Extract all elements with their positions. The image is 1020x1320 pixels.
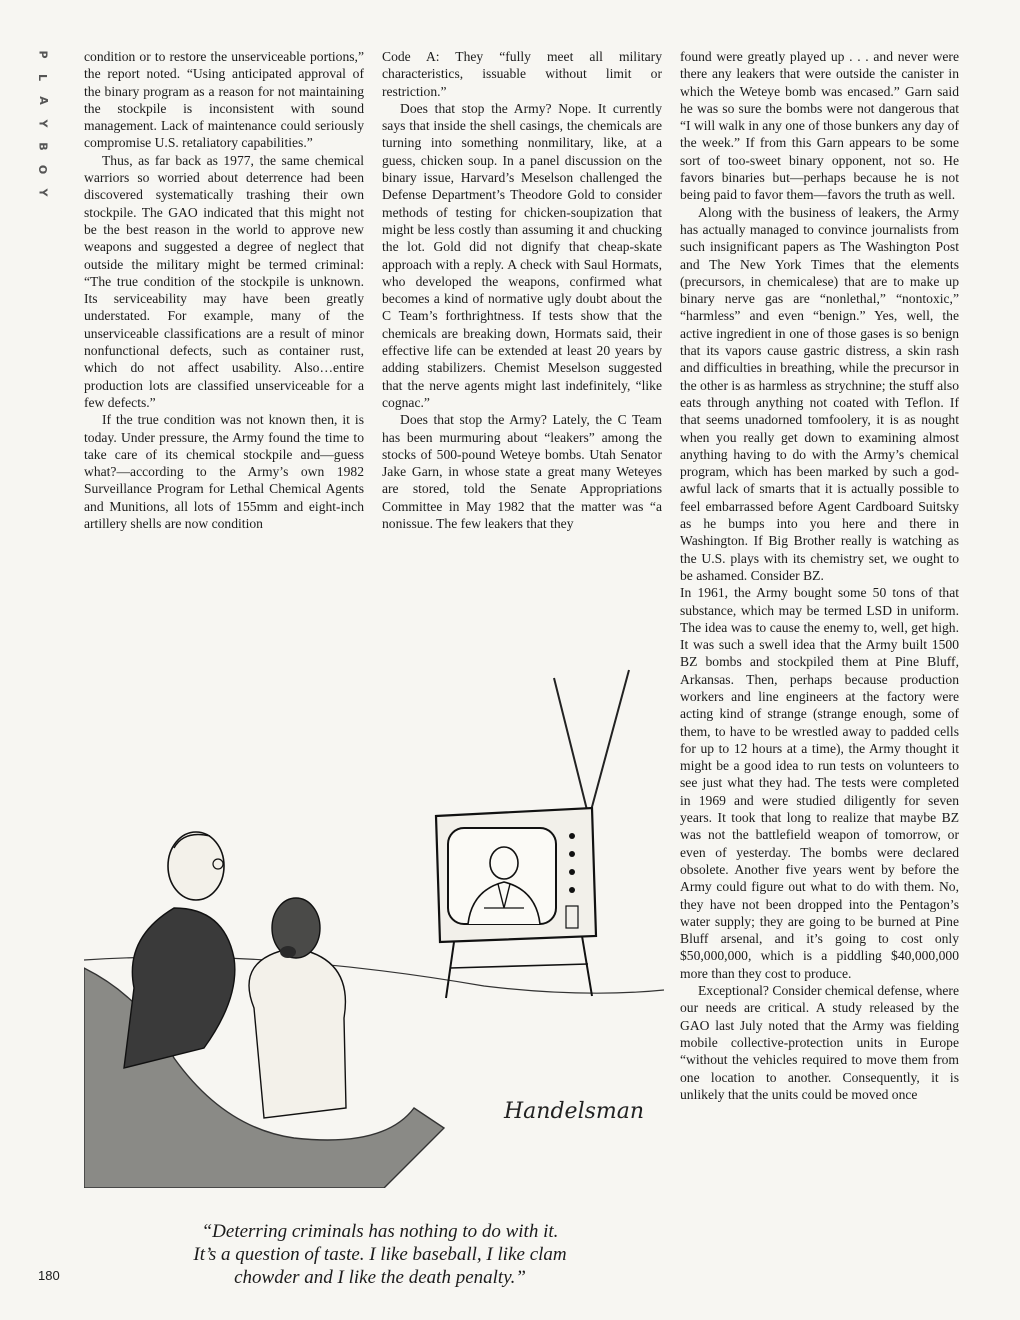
paragraph: Code A: They “fully meet all military characteristics, issuable without limit or restriction.”	[382, 49, 662, 99]
logo-letter: L	[36, 73, 50, 82]
cartoonist-signature: Handelsman	[504, 1099, 645, 1124]
cartoon-caption	[130, 1220, 630, 1289]
caption-line: It’s a question of taste. I like baseball, I like clam	[193, 1244, 567, 1265]
paragraph: Exceptional? Consider chemical defense, where our needs are critical. A study released by the GAO last July noted that the Army was fielding mobile collective-protection units in Europe “without the vehicles required to move them from one location to another. Consequently, it is unlikely that the units could be moved once	[680, 983, 959, 1102]
paragraph: In 1961, the Army bought some 50 tons of that substance, which may be termed LSD in uniform. The idea was to cause the enemy to, well, get high. It was such a swell idea that the Army built 1500 BZ bombs and stockpiled them at Pine Bluff, Arkansas. Then, perhaps because production workers and line engineers at the factory were acting kind of strange (strange enough, some of them, to have to be wrestled away to padded cells for up to 12 hours at a time), the Army thought it might be a good idea to run tests on volunteers to see just what they had. The tests were completed in 1969 and were studied diligently for seven years. It took that long to realize that maybe BZ was not the battlefield weapon of tomorrow, or even of yesterday. The bombs were declared obsolete. Another five years went by before the Army could figure out what to do with them. No, they have not been dropped into the Pentagon’s water supply; they are going to be burned at Pine Bluff arsenal, and it’s going to cost only $50,000,000, which is a piddling $40,000,000 more than they cost to produce.	[680, 585, 959, 981]
logo-letter: A	[36, 96, 50, 105]
text-column-3-top	[680, 48, 959, 584]
cartoon-drawing	[84, 668, 664, 1188]
paragraph: If the true condition was not known then, it is today. Under pressure, the Army found the time to take care of its chemical stockpile and—guess what?—according to the Army’s own 1982 Surveillance Program for Lethal Chemical Agents and Munitions, all lots of 155mm and eight-inch artillery shells are now condition	[84, 412, 364, 532]
paragraph: found were greatly played up . . . and never were there any leakers that were outside the canister in which the Weteye bomb was encased.” Garn said he was so sure the bombs were not dangerous that “I will walk in any one of those bunkers any day of the week.” If from this Garn appears to be some sort of too-sweet binary opponent, not so. He favors binaries but—perhaps because he is not being paid to favor them—favors the truth as well.	[680, 49, 959, 203]
caption-line: “Deterring criminals has nothing to do with it.	[201, 1221, 559, 1242]
logo-letter: Y	[36, 119, 50, 128]
paragraph: Does that stop the Army? Nope. It currently says that inside the shell casings, the chemicals are turning into something nonmilitary, like, at a guess, chicken soup. In a panel discussion on the binary issue, Harvard’s Meselson challenged the Defense Department’s Theodore Gold to consider methods of testing for chicken-soupization that might be less costly than assuming it and chucking the lot. Gold did not dignify that cheap-skate approach with a reply. A check with Saul Hormats, who developed the weapons, confirmed what becomes a kind of normative ugly doubt about the C Team’s forthrightness. If tests show that the chemicals are breaking down, Hormats said, their effective life can be extended at least 20 years by adding stabilizers. Chemist Meselson suggested that the nerve agents might last indefinitely, “like cognac.”	[382, 100, 662, 410]
paragraph: Along with the business of leakers, the Army has actually managed to convince journalists from such insignificant papers as The Washington Post and The New York Times that the elements (precursors, in chemicalese) that are to make up binary nerve gas are “nonlethal,” “nontoxic,” “harmless” and even “benign.” Yes, well, the active ingredient in one of those gases is so benign that its vapors cause gastric distress, a skin rash and difficulties in breathing, while the precursor in the other is as harmless as strychnine; the stuff also eats through anything not coated with Teflon. If that seems unadorned tomfoolery, it is as nought when you really get down to examining almost anything having to do with the Army’s chemical program, which has been marked by such a god-awful lack of smarts that it is actually possible to feel embarrassed before Agent Cardboard Suitsky as he bumps into you here and there in Washington. If Big Brother really is watching as the U.S. plays with its chemistry set, we ought to be ashamed. Consider BZ.	[680, 204, 959, 583]
paragraph: Does that stop the Army? Lately, the C Team has been murmuring about “leakers” among the stocks of 500-pound Weteye bombs. Utah Senator Jake Garn, in whose state a great many Weteyes are stored, told the Senate Appropriations Committee in May 1982 that the matter was “a nonissue. The few leakers that they	[382, 412, 662, 532]
logo-letter: B	[36, 142, 50, 151]
text-column-2	[382, 48, 662, 532]
logo-letter: O	[36, 164, 50, 175]
text-column-3	[680, 48, 959, 1103]
logo-letter: P	[36, 50, 50, 59]
paragraph: condition or to restore the unserviceable portions,” the report noted. “Using anticipated approval of the binary program as a reason for not maintaining the stockpile is inconsistent with sound management. Lack of maintenance could seriously compromise U.S. retaliatory capabilities.”	[84, 49, 364, 151]
cartoon-illustration	[84, 668, 664, 1188]
text-column-3-bottom	[680, 584, 959, 1103]
text-column-1	[84, 48, 364, 532]
magazine-logo-vertical	[36, 46, 50, 201]
page-number: 180	[38, 1268, 60, 1283]
paragraph: Thus, as far back as 1977, the same chemical warriors so worried about deterrence had been discovered systematically trashing their own stockpile. The GAO indicated that this might not be the best reason in the world to approve new weapons and suggested a degree of neglect that outside the military might be termed criminal: “The true condition of the stockpile is unknown. Its serviceability may have been greatly understated. For example, many of the unserviceable classifications are a result of minor nonfunctional defects, such as container rust, which do not affect usability. Also…entire production lots are classified unserviceable for a few defects.”	[84, 152, 364, 410]
logo-letter: Y	[36, 188, 50, 197]
caption-line: chowder and I like the death penalty.”	[234, 1267, 526, 1288]
